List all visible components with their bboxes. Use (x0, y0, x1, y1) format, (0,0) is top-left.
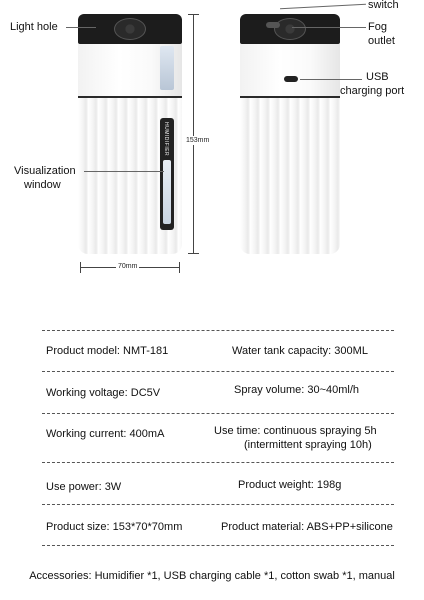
humidifier-back-view (240, 14, 340, 254)
accessories-line: Accessories: Humidifier *1, USB charging cable *1, cotton swab *1, manual (29, 570, 395, 582)
height-dimension-cap (188, 253, 199, 254)
callout-visualization-line1: Visualization (14, 165, 76, 177)
callout-light-hole: Light hole (10, 21, 58, 33)
fog-outlet-icon (274, 18, 306, 40)
spec-spray: Spray volume: 30~40ml/h (234, 384, 360, 396)
divider (42, 545, 394, 546)
height-dimension-line (193, 14, 194, 254)
divider (42, 462, 394, 463)
callout-visualization-line2: window (24, 179, 61, 191)
humidifier-front-view (78, 14, 182, 254)
callout-switch: switch (368, 0, 399, 11)
upper-body (240, 44, 340, 96)
callout-usb-line2: charging port (340, 85, 405, 97)
callout-fog-line2: outlet (368, 35, 395, 47)
water-level-window (163, 160, 171, 224)
divider (42, 330, 394, 331)
divider (42, 371, 394, 372)
height-dimension-cap (188, 14, 199, 15)
light-hole-window (160, 46, 174, 90)
callout-fog-line1: Fog (368, 21, 387, 33)
spec-use-time-line1: Use time: continuous spraying 5h (214, 425, 377, 437)
spec-material: Product material: ABS+PP+silicone (221, 521, 393, 533)
height-dimension-label: 153mm (186, 137, 210, 144)
spec-current: Working current: 400mA (46, 428, 165, 440)
spec-voltage: Working voltage: DC5V (46, 387, 161, 399)
leader-line (66, 27, 96, 28)
spec-model: Product model: NMT-181 (46, 345, 169, 357)
spec-power: Use power: 3W (46, 481, 122, 493)
leader-line (280, 4, 366, 9)
spec-size: Product size: 153*70*70mm (46, 521, 183, 533)
usb-port-icon (284, 76, 298, 82)
leader-line (292, 27, 366, 28)
spec-use-time-line2: (intermittent spraying 10h) (244, 439, 372, 451)
leader-line (84, 171, 164, 172)
mist-grille-icon (114, 18, 146, 40)
spec-tank: Water tank capacity: 300ML (232, 345, 368, 357)
ribbed-lower-body (240, 98, 340, 254)
divider (42, 504, 394, 505)
spec-weight: Product weight: 198g (238, 479, 342, 491)
switch-icon (266, 22, 280, 28)
width-dimension-label: 70mm (118, 263, 138, 270)
brand-label: HUMIDIFIER (163, 122, 169, 157)
width-dimension-cap (179, 262, 180, 273)
callout-usb-line1: USB (366, 71, 389, 83)
width-dimension-cap (80, 262, 81, 273)
leader-line (300, 79, 362, 80)
divider (42, 413, 394, 414)
